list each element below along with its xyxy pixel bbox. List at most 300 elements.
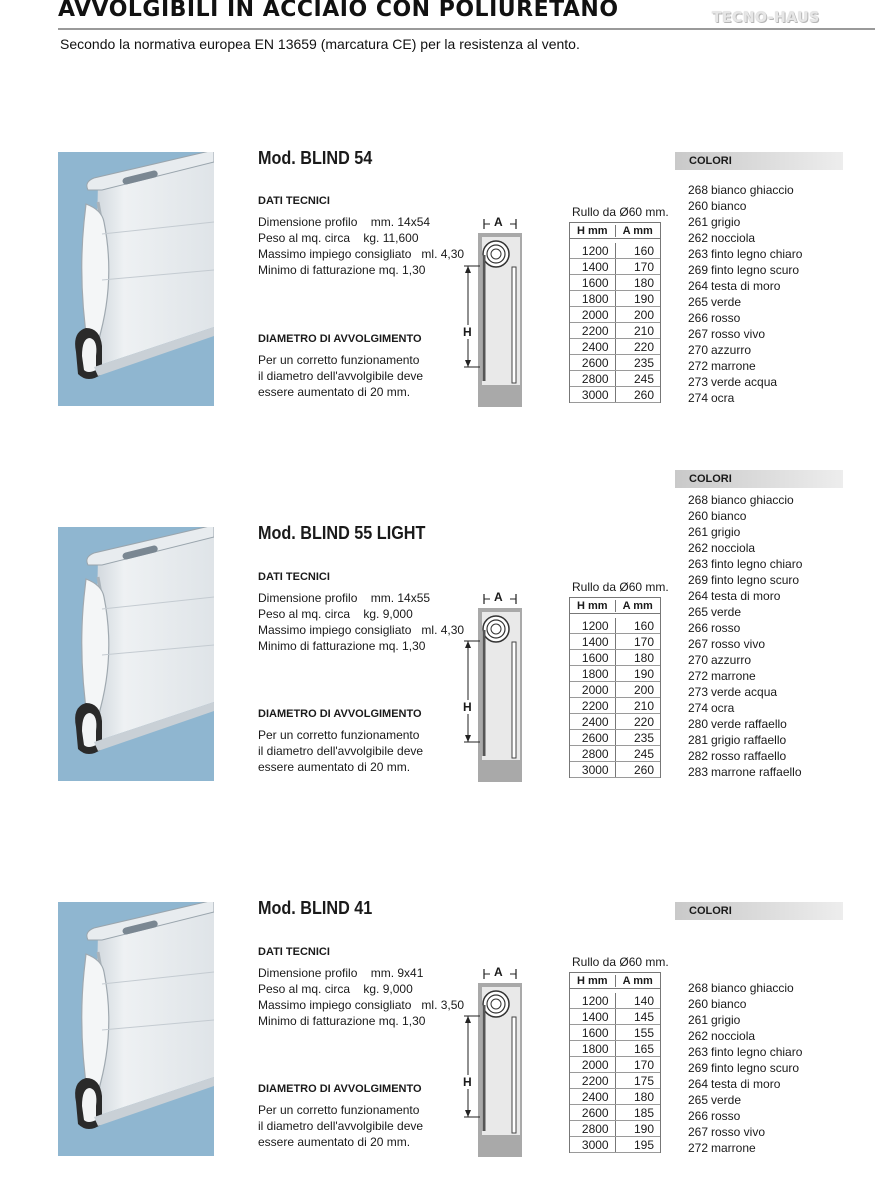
color-name: rosso bbox=[711, 621, 741, 635]
color-code: 260 bbox=[688, 199, 709, 213]
color-code: 264 bbox=[688, 1077, 709, 1091]
color-item bbox=[688, 604, 802, 620]
color-code: 270 bbox=[688, 343, 709, 357]
model-title: Mod. BLIND 55 LIGHT bbox=[258, 523, 426, 543]
color-item bbox=[688, 996, 802, 1012]
cell-h: 1800 bbox=[581, 1042, 609, 1056]
color-name: bianco bbox=[711, 199, 747, 213]
spec-line: Massimo impiego consigliato ml. 4,30 bbox=[258, 623, 465, 637]
table-row bbox=[570, 1105, 660, 1121]
table-row bbox=[570, 1057, 660, 1073]
note-line: essere aumentato di 20 mm. bbox=[258, 760, 411, 774]
technical-specs bbox=[258, 965, 464, 1029]
color-item bbox=[688, 198, 802, 214]
color-code: 264 bbox=[688, 589, 709, 603]
cell-a: 180 bbox=[615, 1089, 661, 1104]
spec-line: Minimo di fatturazione mq. 1,30 bbox=[258, 263, 426, 277]
cell-h: 2200 bbox=[581, 699, 609, 713]
color-item bbox=[688, 572, 802, 588]
table-row bbox=[570, 682, 660, 698]
color-item bbox=[688, 748, 802, 764]
color-name: grigio bbox=[711, 525, 741, 539]
cell-h: 1400 bbox=[581, 1010, 609, 1024]
color-code: 274 bbox=[688, 391, 709, 405]
table-row bbox=[570, 746, 660, 762]
cell-h: 1800 bbox=[581, 292, 609, 306]
color-item bbox=[688, 310, 802, 326]
color-name: testa di moro bbox=[711, 279, 781, 293]
color-code: 281 bbox=[688, 733, 709, 747]
cell-h: 3000 bbox=[581, 763, 609, 777]
roller-caption: Rullo da Ø60 mm. bbox=[572, 580, 669, 594]
color-item bbox=[688, 1012, 802, 1028]
color-code: 267 bbox=[688, 327, 709, 341]
column-header-h: H mm bbox=[576, 974, 608, 987]
roller-box-diagram bbox=[460, 967, 530, 1157]
spec-line: Massimo impiego consigliato ml. 3,50 bbox=[258, 998, 465, 1012]
roller-box-diagram bbox=[460, 592, 530, 782]
roller-caption: Rullo da Ø60 mm. bbox=[572, 205, 669, 219]
color-item bbox=[688, 1028, 802, 1044]
table-row bbox=[570, 698, 660, 714]
cell-a: 170 bbox=[615, 259, 661, 274]
color-code: 280 bbox=[688, 717, 709, 731]
color-name: verde acqua bbox=[711, 685, 778, 699]
technical-data-heading: DATI TECNICI bbox=[258, 195, 330, 207]
color-item bbox=[688, 492, 802, 508]
color-name: verde bbox=[711, 605, 742, 619]
roller-box-diagram bbox=[460, 217, 530, 407]
cell-h: 2400 bbox=[581, 715, 609, 729]
color-name: azzurro bbox=[711, 653, 752, 667]
color-code: 266 bbox=[688, 1109, 709, 1123]
technical-data-heading: DATI TECNICI bbox=[258, 571, 330, 583]
color-item bbox=[688, 980, 802, 996]
color-item bbox=[688, 732, 802, 748]
color-name: finto legno chiaro bbox=[711, 557, 803, 571]
color-name: rosso vivo bbox=[711, 637, 766, 651]
spec-line: Peso al mq. circa kg. 9,000 bbox=[258, 982, 413, 996]
cell-h: 1600 bbox=[581, 276, 609, 290]
column-header-h: H mm bbox=[576, 599, 608, 612]
slat-profile-illustration bbox=[58, 152, 214, 406]
color-name: grigio bbox=[711, 1013, 741, 1027]
technical-data-heading: DATI TECNICI bbox=[258, 946, 330, 958]
table-row bbox=[570, 1009, 660, 1025]
color-name: rosso raffaello bbox=[711, 749, 787, 763]
diagram-label-a: A bbox=[494, 590, 503, 604]
diagram-label-h: H bbox=[463, 1075, 472, 1089]
color-name: testa di moro bbox=[711, 589, 781, 603]
color-name: marrone raffaello bbox=[711, 765, 802, 779]
color-code: 266 bbox=[688, 621, 709, 635]
cell-h: 1200 bbox=[581, 244, 609, 258]
color-code: 270 bbox=[688, 653, 709, 667]
color-code: 264 bbox=[688, 279, 709, 293]
cell-h: 1600 bbox=[581, 651, 609, 665]
spec-line: Dimensione profilo mm. 14x54 bbox=[258, 215, 431, 229]
cell-h: 1800 bbox=[581, 667, 609, 681]
note-line: il diametro dell'avvolgibile deve bbox=[258, 369, 424, 383]
color-name: rosso vivo bbox=[711, 1125, 766, 1139]
note-line: Per un corretto funzionamento bbox=[258, 728, 420, 742]
color-name: nocciola bbox=[711, 1029, 756, 1043]
color-item bbox=[688, 294, 802, 310]
spec-line: Dimensione profilo mm. 14x55 bbox=[258, 591, 431, 605]
color-name: finto legno chiaro bbox=[711, 247, 803, 261]
product-photo bbox=[58, 152, 214, 406]
color-name: finto legno scuro bbox=[711, 573, 800, 587]
color-item bbox=[688, 390, 802, 406]
model-title: Mod. BLIND 41 bbox=[258, 898, 373, 918]
cell-a: 180 bbox=[615, 650, 661, 665]
table-row bbox=[570, 634, 660, 650]
color-name: bianco bbox=[711, 997, 747, 1011]
color-name: marrone bbox=[711, 359, 756, 373]
cell-h: 2800 bbox=[581, 1122, 609, 1136]
table-row bbox=[570, 259, 660, 275]
product-photo bbox=[58, 527, 214, 781]
color-item bbox=[688, 764, 802, 780]
table-row bbox=[570, 339, 660, 355]
color-code: 268 bbox=[688, 981, 709, 995]
color-item bbox=[688, 1060, 802, 1076]
header-divider bbox=[58, 28, 875, 30]
colors-heading: COLORI bbox=[675, 902, 843, 920]
winding-diameter-heading: DIAMETRO DI AVVOLGIMENTO bbox=[258, 333, 422, 345]
color-code: 261 bbox=[688, 215, 709, 229]
cell-a: 245 bbox=[615, 746, 661, 761]
winding-diameter-heading: DIAMETRO DI AVVOLGIMENTO bbox=[258, 708, 422, 720]
table-row bbox=[570, 666, 660, 682]
color-item bbox=[688, 374, 802, 390]
cell-a: 160 bbox=[615, 243, 661, 258]
color-name: marrone bbox=[711, 1141, 756, 1155]
color-item bbox=[688, 636, 802, 652]
color-code: 260 bbox=[688, 509, 709, 523]
color-code: 267 bbox=[688, 1125, 709, 1139]
table-row bbox=[570, 291, 660, 307]
color-code: 262 bbox=[688, 1029, 709, 1043]
color-code: 272 bbox=[688, 1141, 709, 1155]
cell-a: 140 bbox=[615, 993, 661, 1008]
table-row bbox=[570, 323, 660, 339]
cell-a: 200 bbox=[615, 307, 661, 322]
table-row bbox=[570, 307, 660, 323]
table-row bbox=[570, 993, 660, 1009]
winding-diameter-heading: DIAMETRO DI AVVOLGIMENTO bbox=[258, 1083, 422, 1095]
color-name: finto legno scuro bbox=[711, 263, 800, 277]
color-name: verde acqua bbox=[711, 375, 778, 389]
winding-diameter-note bbox=[258, 1102, 458, 1150]
color-code: 265 bbox=[688, 605, 709, 619]
diagram-label-h: H bbox=[463, 325, 472, 339]
roller-caption: Rullo da Ø60 mm. bbox=[572, 955, 669, 969]
table-body bbox=[570, 239, 660, 403]
color-code: 263 bbox=[688, 1045, 709, 1059]
colors-heading: COLORI bbox=[675, 470, 843, 488]
cell-h: 2600 bbox=[581, 1106, 609, 1120]
color-item bbox=[688, 668, 802, 684]
box-diagram bbox=[460, 217, 530, 407]
cell-a: 210 bbox=[615, 698, 661, 713]
color-code: 261 bbox=[688, 1013, 709, 1027]
cell-a: 220 bbox=[615, 339, 661, 354]
color-code: 265 bbox=[688, 1093, 709, 1107]
cell-h: 1600 bbox=[581, 1026, 609, 1040]
table-row bbox=[570, 1041, 660, 1057]
table-header bbox=[570, 223, 660, 239]
table-row bbox=[570, 762, 660, 778]
spec-line: Dimensione profilo mm. 9x41 bbox=[258, 966, 424, 980]
color-item bbox=[688, 1124, 802, 1140]
cell-a: 170 bbox=[615, 634, 661, 649]
color-code: 273 bbox=[688, 685, 709, 699]
table-row bbox=[570, 1137, 660, 1153]
model-title: Mod. BLIND 54 bbox=[258, 148, 373, 168]
color-name: rosso bbox=[711, 1109, 741, 1123]
cell-a: 190 bbox=[615, 1121, 661, 1136]
cell-a: 160 bbox=[615, 618, 661, 633]
spec-line: Minimo di fatturazione mq. 1,30 bbox=[258, 639, 426, 653]
color-item bbox=[688, 716, 802, 732]
color-code: 274 bbox=[688, 701, 709, 715]
cell-h: 3000 bbox=[581, 388, 609, 402]
cell-a: 210 bbox=[615, 323, 661, 338]
note-line: essere aumentato di 20 mm. bbox=[258, 1135, 411, 1149]
cell-h: 2000 bbox=[581, 308, 609, 322]
slat-profile-illustration bbox=[58, 527, 214, 781]
color-item bbox=[688, 1092, 802, 1108]
colors-list bbox=[688, 182, 802, 406]
color-code: 263 bbox=[688, 557, 709, 571]
table-row bbox=[570, 355, 660, 371]
table-row bbox=[570, 387, 660, 403]
table-row bbox=[570, 1025, 660, 1041]
cell-a: 200 bbox=[615, 682, 661, 697]
note-line: il diametro dell'avvolgibile deve bbox=[258, 744, 424, 758]
color-code: 266 bbox=[688, 311, 709, 325]
spec-line: Peso al mq. circa kg. 9,000 bbox=[258, 607, 413, 621]
color-name: verde bbox=[711, 1093, 742, 1107]
table-row bbox=[570, 1089, 660, 1105]
diagram-label-a: A bbox=[494, 965, 503, 979]
color-item bbox=[688, 246, 802, 262]
color-item bbox=[688, 342, 802, 358]
colors-list bbox=[688, 492, 802, 780]
color-code: 273 bbox=[688, 375, 709, 389]
cell-a: 220 bbox=[615, 714, 661, 729]
dimension-table bbox=[569, 597, 661, 778]
cell-h: 1400 bbox=[581, 635, 609, 649]
cell-h: 2800 bbox=[581, 372, 609, 386]
color-code: 282 bbox=[688, 749, 709, 763]
color-item bbox=[688, 182, 802, 198]
table-row bbox=[570, 371, 660, 387]
color-item bbox=[688, 684, 802, 700]
color-code: 261 bbox=[688, 525, 709, 539]
color-code: 262 bbox=[688, 541, 709, 555]
color-item bbox=[688, 1076, 802, 1092]
color-item bbox=[688, 524, 802, 540]
color-name: ocra bbox=[711, 391, 735, 405]
cell-a: 245 bbox=[615, 371, 661, 386]
page-subtitle: Secondo la normativa europea EN 13659 (marcatura CE) per la resistenza al vento. bbox=[60, 36, 580, 52]
color-code: 269 bbox=[688, 573, 709, 587]
page-title: AVVOLGIBILI IN ACCIAIO CON POLIURETANO bbox=[58, 0, 619, 22]
color-name: nocciola bbox=[711, 231, 756, 245]
cell-h: 2200 bbox=[581, 324, 609, 338]
box-diagram bbox=[460, 967, 530, 1157]
cell-h: 2200 bbox=[581, 1074, 609, 1088]
table-header bbox=[570, 973, 660, 989]
cell-a: 260 bbox=[615, 387, 661, 402]
color-code: 268 bbox=[688, 493, 709, 507]
color-code: 268 bbox=[688, 183, 709, 197]
color-item bbox=[688, 262, 802, 278]
table-row bbox=[570, 275, 660, 291]
color-item bbox=[688, 700, 802, 716]
color-item bbox=[688, 230, 802, 246]
color-name: bianco bbox=[711, 509, 747, 523]
color-code: 272 bbox=[688, 359, 709, 373]
cell-h: 2000 bbox=[581, 1058, 609, 1072]
cell-h: 2000 bbox=[581, 683, 609, 697]
color-code: 267 bbox=[688, 637, 709, 651]
table-row bbox=[570, 730, 660, 746]
cell-h: 1400 bbox=[581, 260, 609, 274]
dimension-table bbox=[569, 972, 661, 1153]
product-photo bbox=[58, 902, 214, 1156]
table-header bbox=[570, 598, 660, 614]
cell-h: 2800 bbox=[581, 747, 609, 761]
color-code: 269 bbox=[688, 263, 709, 277]
column-header-a: A mm bbox=[615, 600, 661, 612]
table-row bbox=[570, 618, 660, 634]
diagram-label-h: H bbox=[463, 700, 472, 714]
winding-diameter-note bbox=[258, 727, 458, 775]
technical-specs bbox=[258, 590, 464, 654]
column-header-h: H mm bbox=[576, 224, 608, 237]
spec-line: Minimo di fatturazione mq. 1,30 bbox=[258, 1014, 426, 1028]
color-name: finto legno scuro bbox=[711, 1061, 800, 1075]
cell-a: 185 bbox=[615, 1105, 661, 1120]
color-code: 262 bbox=[688, 231, 709, 245]
table-row bbox=[570, 650, 660, 666]
color-item bbox=[688, 358, 802, 374]
color-name: nocciola bbox=[711, 541, 756, 555]
color-name: testa di moro bbox=[711, 1077, 781, 1091]
color-name: verde raffaello bbox=[711, 717, 787, 731]
cell-a: 235 bbox=[615, 355, 661, 370]
color-code: 260 bbox=[688, 997, 709, 1011]
color-name: grigio raffaello bbox=[711, 733, 787, 747]
cell-h: 2600 bbox=[581, 356, 609, 370]
slat-profile-illustration bbox=[58, 902, 214, 1156]
color-code: 272 bbox=[688, 669, 709, 683]
color-item bbox=[688, 1140, 802, 1156]
table-row bbox=[570, 714, 660, 730]
color-item bbox=[688, 278, 802, 294]
color-name: ocra bbox=[711, 701, 735, 715]
color-name: rosso bbox=[711, 311, 741, 325]
note-line: il diametro dell'avvolgibile deve bbox=[258, 1119, 424, 1133]
color-name: verde bbox=[711, 295, 742, 309]
color-code: 263 bbox=[688, 247, 709, 261]
color-name: bianco ghiaccio bbox=[711, 183, 794, 197]
table-row bbox=[570, 1073, 660, 1089]
cell-a: 260 bbox=[615, 762, 661, 777]
colors-heading: COLORI bbox=[675, 152, 843, 170]
note-line: Per un corretto funzionamento bbox=[258, 1103, 420, 1117]
color-item bbox=[688, 1044, 802, 1060]
note-line: essere aumentato di 20 mm. bbox=[258, 385, 411, 399]
table-body bbox=[570, 989, 660, 1153]
color-code: 269 bbox=[688, 1061, 709, 1075]
cell-a: 175 bbox=[615, 1073, 661, 1088]
color-item bbox=[688, 588, 802, 604]
color-name: azzurro bbox=[711, 343, 752, 357]
cell-a: 190 bbox=[615, 291, 661, 306]
dimension-table bbox=[569, 222, 661, 403]
color-item bbox=[688, 214, 802, 230]
color-code: 283 bbox=[688, 765, 709, 779]
color-name: finto legno chiaro bbox=[711, 1045, 803, 1059]
color-item bbox=[688, 620, 802, 636]
column-header-a: A mm bbox=[615, 975, 661, 987]
cell-a: 170 bbox=[615, 1057, 661, 1072]
cell-h: 2400 bbox=[581, 1090, 609, 1104]
color-item bbox=[688, 326, 802, 342]
color-name: grigio bbox=[711, 215, 741, 229]
spec-line: Massimo impiego consigliato ml. 4,30 bbox=[258, 247, 465, 261]
colors-list bbox=[688, 980, 802, 1156]
box-diagram bbox=[460, 592, 530, 782]
note-line: Per un corretto funzionamento bbox=[258, 353, 420, 367]
color-name: bianco ghiaccio bbox=[711, 493, 794, 507]
brand-logo: TECNO-HAUS bbox=[712, 10, 820, 26]
table-row bbox=[570, 243, 660, 259]
cell-h: 3000 bbox=[581, 1138, 609, 1152]
color-item bbox=[688, 508, 802, 524]
table-body bbox=[570, 614, 660, 778]
color-item bbox=[688, 556, 802, 572]
color-item bbox=[688, 1108, 802, 1124]
color-name: bianco ghiaccio bbox=[711, 981, 794, 995]
cell-a: 235 bbox=[615, 730, 661, 745]
cell-a: 195 bbox=[615, 1137, 661, 1152]
cell-a: 155 bbox=[615, 1025, 661, 1040]
cell-a: 190 bbox=[615, 666, 661, 681]
color-item bbox=[688, 540, 802, 556]
column-header-a: A mm bbox=[615, 225, 661, 237]
color-item bbox=[688, 652, 802, 668]
cell-h: 2400 bbox=[581, 340, 609, 354]
cell-a: 145 bbox=[615, 1009, 661, 1024]
color-code: 265 bbox=[688, 295, 709, 309]
color-name: rosso vivo bbox=[711, 327, 766, 341]
color-name: marrone bbox=[711, 669, 756, 683]
cell-a: 165 bbox=[615, 1041, 661, 1056]
cell-h: 1200 bbox=[581, 619, 609, 633]
table-row bbox=[570, 1121, 660, 1137]
technical-specs bbox=[258, 214, 464, 278]
cell-h: 2600 bbox=[581, 731, 609, 745]
winding-diameter-note bbox=[258, 352, 458, 400]
diagram-label-a: A bbox=[494, 215, 503, 229]
cell-a: 180 bbox=[615, 275, 661, 290]
spec-line: Peso al mq. circa kg. 11,600 bbox=[258, 231, 419, 245]
